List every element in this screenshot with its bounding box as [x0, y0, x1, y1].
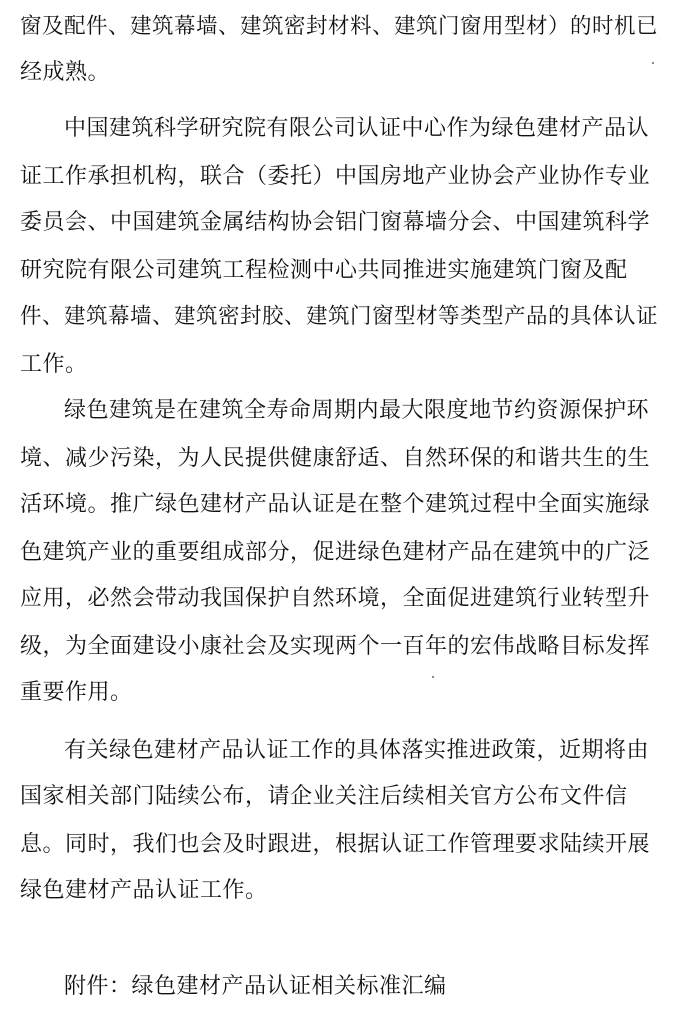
paragraph-line: 件、建筑幕墙、建筑密封胶、建筑门窗型材等类型产品的具体认证	[20, 304, 659, 329]
paragraph-line: 绿色建材产品认证工作。	[20, 878, 268, 903]
paragraph-line: 国家相关部门陆续公布，请企业关注后续相关官方公布文件信	[20, 784, 628, 809]
paragraph-line: 应用，必然会带动我国保护自然环境，全面促进建筑行业转型升	[20, 586, 651, 611]
paragraph-line: 色建筑产业的重要组成部分，促进绿色建材产品在建筑中的广泛	[20, 540, 651, 565]
paragraph-line: 绿色建筑是在建筑全寿命周期内最大限度地节约资源保护环	[64, 398, 650, 423]
paragraph-line: 经成熟。	[20, 60, 111, 85]
paragraph-line: 窗及配件、建筑幕墙、建筑密封材料、建筑门窗用型材）的时机已	[20, 14, 659, 39]
paragraph-line: 重要作用。	[20, 680, 133, 705]
paragraph-line: 有关绿色建材产品认证工作的具体落实推进政策，近期将由	[64, 738, 650, 763]
scan-speck	[432, 676, 434, 678]
paragraph-line: 证工作承担机构，联合（委托）中国房地产业协会产业协作专业	[20, 164, 651, 189]
scan-speck	[652, 62, 654, 64]
paragraph-line: 活环境。推广绿色建材产品认证是在整个建筑过程中全面实施绿	[20, 492, 651, 517]
paragraph-line: 中国建筑科学研究院有限公司认证中心作为绿色建材产品认	[64, 116, 650, 141]
paragraph-line: 息。同时，我们也会及时跟进，根据认证工作管理要求陆续开展	[20, 832, 651, 857]
paragraph-line: 工作。	[20, 352, 88, 377]
paragraph-line: 级，为全面建设小康社会及实现两个一百年的宏伟战略目标发挥	[20, 634, 651, 659]
paragraph-line: 委员会、中国建筑金属结构协会铝门窗幕墙分会、中国建筑科学	[20, 210, 651, 235]
paragraph-line: 境、减少污染，为人民提供健康舒适、自然环保的和谐共生的生	[20, 446, 651, 471]
paragraph-line: 研究院有限公司建筑工程检测中心共同推进实施建筑门窗及配	[20, 258, 628, 283]
attachment-line: 附件：绿色建材产品认证相关标准汇编	[64, 974, 447, 999]
